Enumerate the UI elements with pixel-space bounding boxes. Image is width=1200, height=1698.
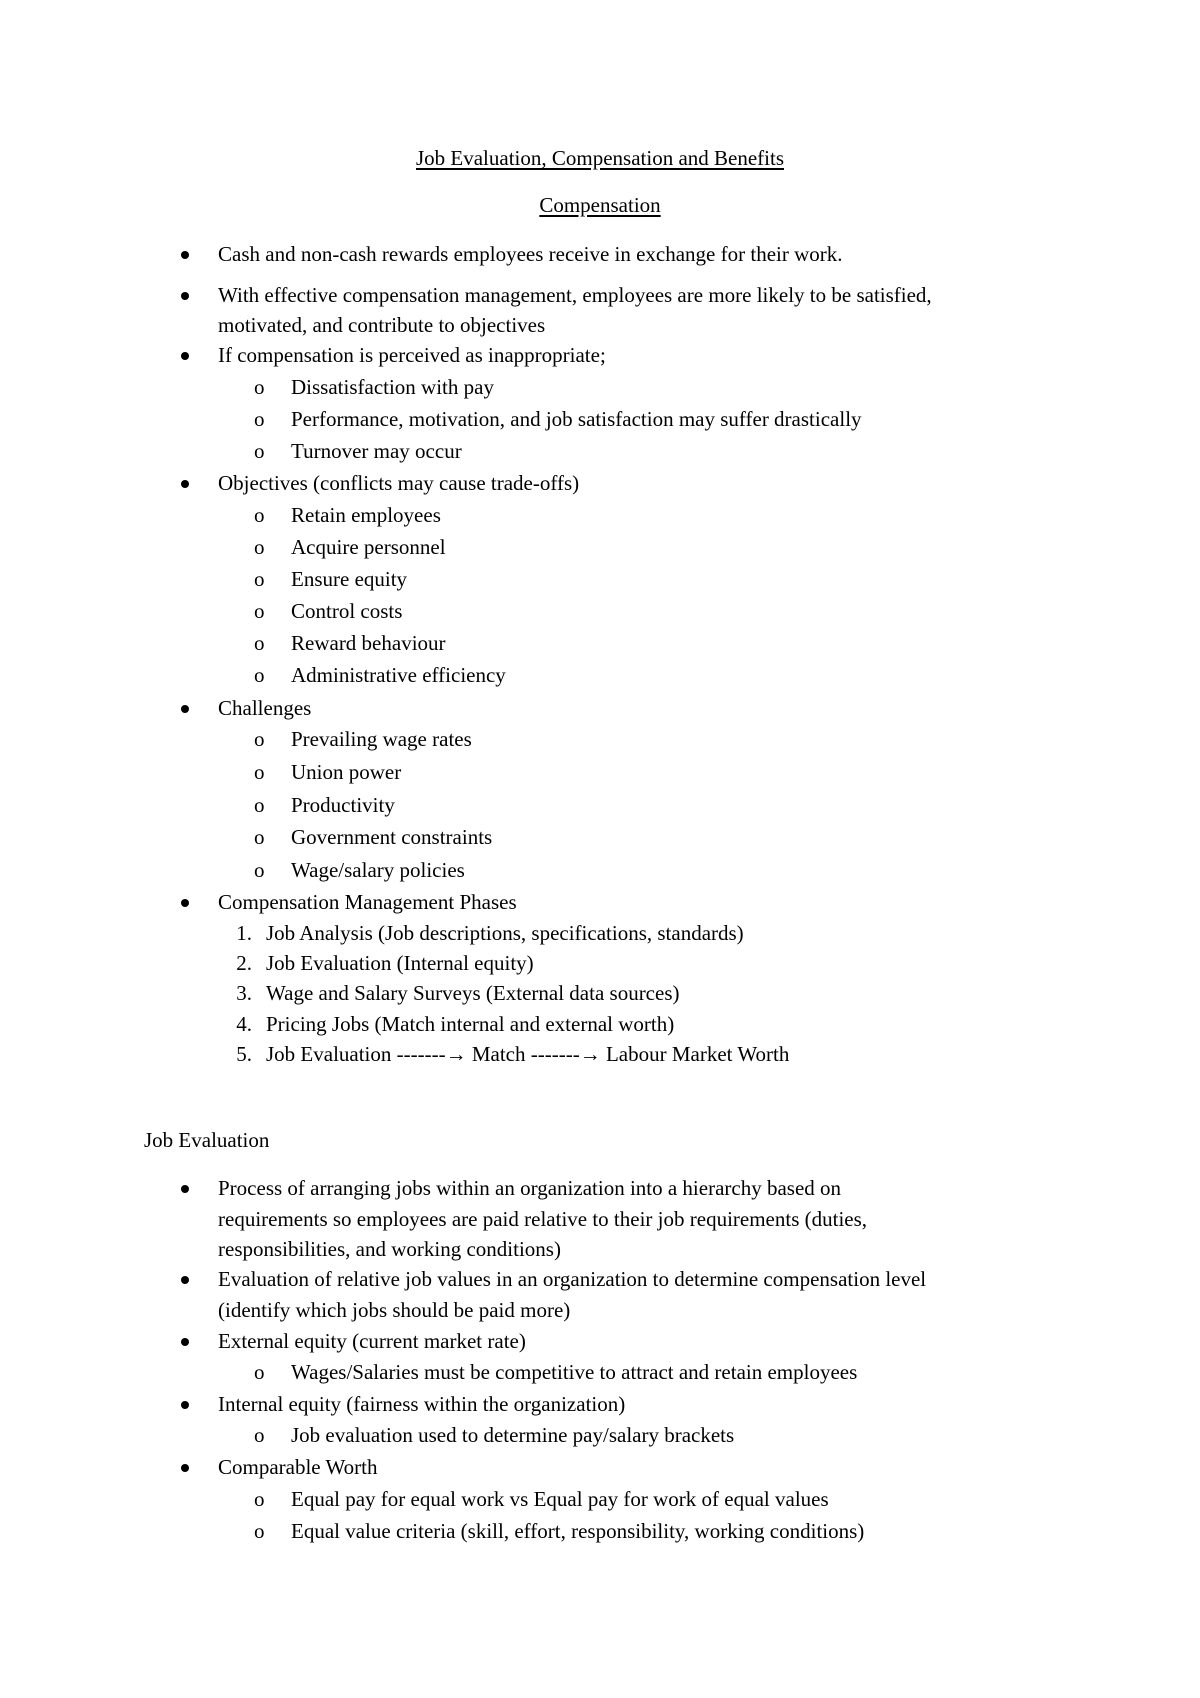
numbered-list-item: Wage and Salary Surveys (External data sources) xyxy=(266,981,680,1005)
list-item-text: Evaluation of relative job values in an organization to determine compensation level xyxy=(218,1267,927,1291)
list-number: 4. xyxy=(236,1012,252,1036)
list-number: 3. xyxy=(236,981,252,1005)
sub-bullet-marker: o xyxy=(254,727,265,751)
sub-list-item: Job evaluation used to determine pay/salary brackets xyxy=(291,1423,735,1447)
sub-bullet-marker: o xyxy=(254,1487,265,1511)
list-item-text: motivated, and contribute to objectives xyxy=(218,313,546,337)
sub-bullet-marker: o xyxy=(254,599,265,623)
bullet-icon xyxy=(181,1338,189,1346)
sub-list-item: Performance, motivation, and job satisfaction may suffer drastically xyxy=(291,407,862,431)
sub-list-item: Union power xyxy=(291,760,402,784)
sub-bullet-marker: o xyxy=(254,663,265,687)
bullet-icon xyxy=(181,1401,189,1409)
list-number: 2. xyxy=(236,951,252,975)
sub-bullet-marker: o xyxy=(254,407,265,431)
numbered-list-item: Job Evaluation -------→ Match -------→ Labour Market Worth xyxy=(266,1042,790,1066)
sub-list-item: Reward behaviour xyxy=(291,631,446,655)
sub-bullet-marker: o xyxy=(254,375,265,399)
sub-bullet-marker: o xyxy=(254,567,265,591)
sub-bullet-marker: o xyxy=(254,535,265,559)
document-title: Job Evaluation, Compensation and Benefits xyxy=(415,146,785,170)
list-item-text: Objectives (conflicts may cause trade-offs) xyxy=(218,471,580,495)
list-item-text: External equity (current market rate) xyxy=(218,1329,526,1353)
numbered-list-item: Job Evaluation (Internal equity) xyxy=(266,951,534,975)
sub-list-item: Wage/salary policies xyxy=(291,858,465,882)
bullet-icon xyxy=(181,1276,189,1284)
sub-list-item: Retain employees xyxy=(291,503,441,527)
sub-bullet-marker: o xyxy=(254,825,265,849)
bullet-icon xyxy=(181,480,189,488)
sub-bullet-marker: o xyxy=(254,1360,265,1384)
sub-list-item: Equal value criteria (skill, effort, responsibility, working conditions) xyxy=(291,1519,865,1543)
sub-list-item: Dissatisfaction with pay xyxy=(291,375,494,399)
numbered-list-item: Pricing Jobs (Match internal and external worth) xyxy=(266,1012,675,1036)
list-item-text: requirements so employees are paid relative to their job requirements (duties, xyxy=(218,1207,868,1231)
list-number: 1. xyxy=(236,921,252,945)
sub-list-item: Control costs xyxy=(291,599,403,623)
bullet-icon xyxy=(181,1185,189,1193)
bullet-icon xyxy=(181,292,189,300)
bullet-icon xyxy=(181,352,189,360)
sub-bullet-marker: o xyxy=(254,793,265,817)
sub-list-item: Prevailing wage rates xyxy=(291,727,472,751)
sub-list-item: Ensure equity xyxy=(291,567,408,591)
sub-bullet-marker: o xyxy=(254,858,265,882)
sub-bullet-marker: o xyxy=(254,760,265,784)
sub-list-item: Turnover may occur xyxy=(291,439,462,463)
list-item-text: Cash and non-cash rewards employees receive in exchange for their work. xyxy=(218,242,843,266)
list-item-text: Comparable Worth xyxy=(218,1455,378,1479)
sub-list-item: Government constraints xyxy=(291,825,493,849)
sub-bullet-marker: o xyxy=(254,439,265,463)
numbered-list-item: Job Analysis (Job descriptions, specifications, standards) xyxy=(266,921,744,945)
sub-list-item: Productivity xyxy=(291,793,395,817)
list-item-text: responsibilities, and working conditions) xyxy=(218,1237,561,1261)
sub-bullet-marker: o xyxy=(254,1423,265,1447)
section-heading-job-evaluation: Job Evaluation xyxy=(144,1128,270,1152)
sub-bullet-marker: o xyxy=(254,503,265,527)
sub-bullet-marker: o xyxy=(254,1519,265,1543)
sub-list-item: Equal pay for equal work vs Equal pay for work of equal values xyxy=(291,1487,829,1511)
list-number: 5. xyxy=(236,1042,252,1066)
list-item-text: Challenges xyxy=(218,696,312,720)
bullet-icon xyxy=(181,899,189,907)
sub-bullet-marker: o xyxy=(254,631,265,655)
list-item-text: Compensation Management Phases xyxy=(218,890,517,914)
bullet-icon xyxy=(181,1464,189,1472)
list-item-text: Internal equity (fairness within the organization) xyxy=(218,1392,626,1416)
section-heading-compensation: Compensation xyxy=(539,193,661,217)
bullet-icon xyxy=(181,251,189,259)
bullet-icon xyxy=(181,705,189,713)
sub-list-item: Administrative efficiency xyxy=(291,663,506,687)
list-item-text: (identify which jobs should be paid more) xyxy=(218,1298,571,1322)
list-item-text: With effective compensation management, employees are more likely to be satisfied, xyxy=(218,283,932,307)
list-item-text: Process of arranging jobs within an organization into a hierarchy based on xyxy=(218,1176,842,1200)
list-item-text: If compensation is perceived as inappropriate; xyxy=(218,343,606,367)
sub-list-item: Acquire personnel xyxy=(291,535,446,559)
sub-list-item: Wages/Salaries must be competitive to attract and retain employees xyxy=(291,1360,858,1384)
